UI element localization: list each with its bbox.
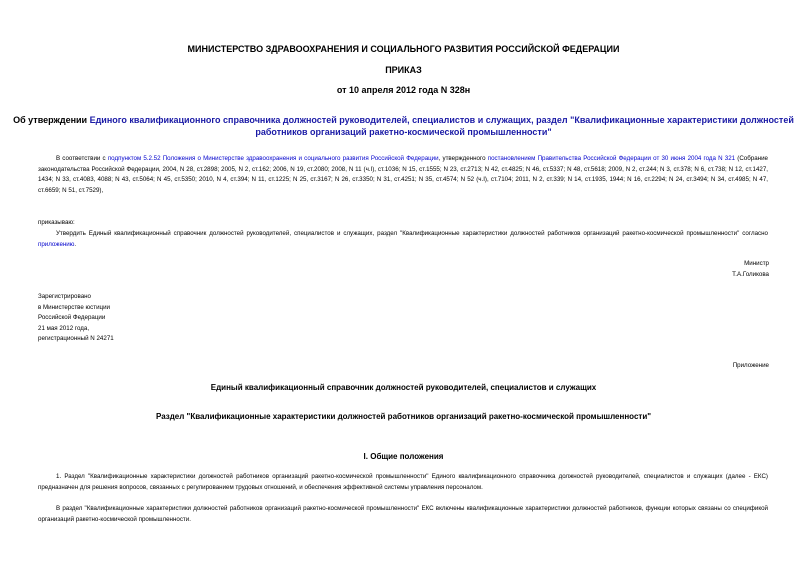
signature-name: Т.А.Голикова bbox=[732, 270, 769, 278]
appendix-title: Единый квалификационный справочник должностей руководителей, специалистов и служащих bbox=[210, 383, 597, 392]
general-paragraph-2: В раздел "Квалификационные характеристики должностей работников организаций ракетно-космической промышленности" ЕКС включены квалификационные характеристики должностей работников, функции которых связаны со спецификой организаций ракетно-космической промышленности. bbox=[38, 505, 768, 523]
title-prefix: Об утверждении bbox=[13, 115, 90, 125]
order-link-appendix[interactable]: приложению bbox=[38, 240, 75, 248]
preamble-paragraph bbox=[38, 154, 768, 196]
registration-line-1: Зарегистрировано bbox=[38, 293, 91, 300]
registration-line-3: Российской Федерации bbox=[38, 314, 106, 321]
ministry-heading: МИНИСТЕРСТВО ЗДРАВООХРАНЕНИЯ И СОЦИАЛЬНОГО РАЗВИТИЯ РОССИЙСКОЙ ФЕДЕРАЦИИ bbox=[187, 44, 620, 54]
preamble-text-3: (Собрание законодательства Российской Федерации, 2004, N 28, ст.2898; 2005, N 2, ст.162; 2006, N 19, ст.2080; 2008, N 11 (ч.I), ст.1036; N 15, ст.1555; N 23, ст.2713; N 42, ст.4825; N 46, ст.5337; N 48, ст.5618; 2009, N 2, ст.244; N 3, ст.378; N 6, ст.738; N 12, ст.1427, 1434; N 33, ст.4083, 4088; N 43, ст.5064; N 45, ст.5350; 2010, N 4, ст.394; N 11, ст.1225; N 25, ст.3167; N 26, ст.3350; N 31, ст.4251; N 35, ст.4574; N 52 (ч.I), ст.7104; 2011, N 2, ст.339; N 14, ст.1935, 1944; N 16, ст.2294; N 24, ст.3494; N 34, ст.4985; N 47, ст.6659; N 51, ст.7529), bbox=[38, 155, 768, 194]
title-link[interactable]: Единого квалификационного справочника должностей руководителей, специалистов и служащих, раздел "Квалификационные характеристики должностей работников организаций ракетно-космической промышленности" bbox=[89, 115, 794, 137]
preamble-text-2: , утвержденного bbox=[438, 155, 488, 162]
signature-block bbox=[732, 259, 769, 280]
order-paragraph bbox=[38, 229, 768, 250]
preamble-link-regulation[interactable]: подпунктом 5.2.52 Положения о Министерстве здравоохранения и социального развития Российской Федерации bbox=[107, 155, 439, 162]
signature-position: Министр bbox=[744, 260, 769, 267]
order-word: приказываю: bbox=[38, 219, 75, 226]
registration-line-2: в Министерстве юстиции bbox=[38, 303, 111, 311]
section-title: Раздел "Квалификационные характеристики должностей работников организаций ракетно-космической промышленности" bbox=[155, 412, 652, 421]
chapter-title: I. Общие положения bbox=[363, 452, 444, 461]
date-number-heading: от 10 апреля 2012 года N 328н bbox=[336, 85, 471, 95]
general-paragraph-1: 1. Раздел "Квалификационные характеристики должностей работников организаций ракетно-космической промышленности" Единого квалификационного справочника должностей руководителей, специалистов и служащих (далее - ЕКС) предназначен для решения вопросов, связанных с регулированием трудовых отношений, и обеспечения эффективной системы управления персоналом. bbox=[38, 473, 768, 491]
registration-block bbox=[38, 292, 114, 345]
doc-type-heading: ПРИКАЗ bbox=[385, 65, 422, 75]
preamble-link-decree[interactable]: постановлением Правительства Российской Федерации от 30 июня 2004 года N 321 bbox=[487, 155, 736, 162]
document-title bbox=[0, 114, 807, 138]
registration-line-5: регистрационный N 24271 bbox=[38, 335, 114, 342]
order-text-1: Утвердить Единый квалификационный справочник должностей руководителей, специалистов и служащих, раздел "Квалификационные характеристики должностей работников организаций ракетно-космической промышленности" согласно bbox=[56, 230, 768, 237]
order-text-2: . bbox=[74, 240, 77, 248]
registration-line-4: 21 мая 2012 года, bbox=[38, 324, 90, 332]
preamble-text-1: В соответствии с bbox=[56, 155, 108, 162]
appendix-label: Приложение bbox=[732, 362, 769, 369]
